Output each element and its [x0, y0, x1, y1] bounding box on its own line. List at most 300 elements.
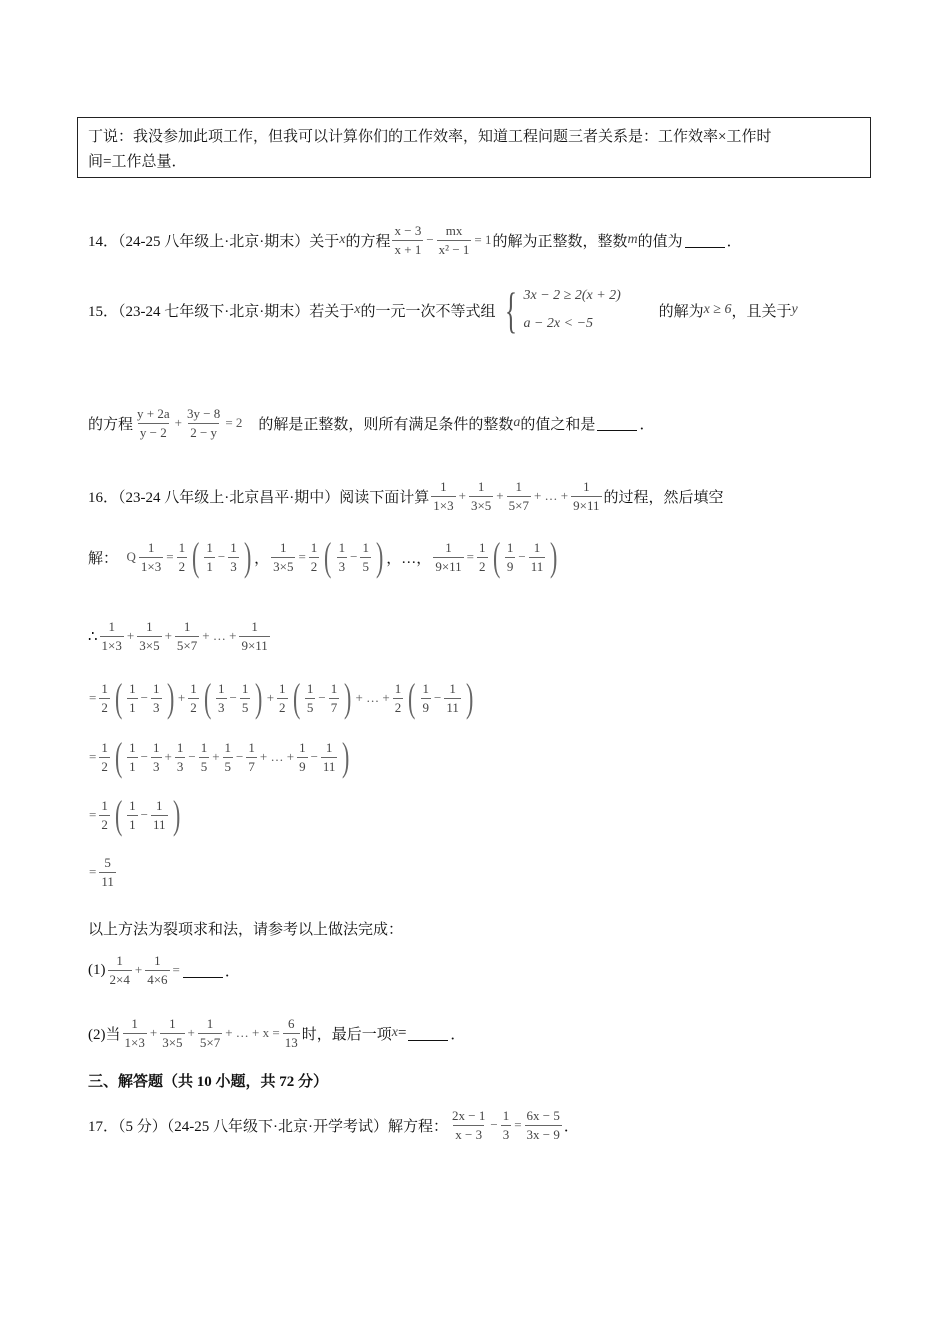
denominator: 3 — [230, 558, 237, 574]
fraction — [477, 540, 488, 575]
fraction — [297, 740, 308, 775]
fraction — [505, 540, 516, 575]
math-variable: m — [627, 232, 638, 247]
inequality-rows — [523, 288, 620, 332]
denominator: 7 — [248, 758, 255, 774]
math-operator: − — [229, 690, 237, 705]
part-1 — [88, 940, 240, 1000]
answer-blank — [408, 1026, 448, 1041]
fraction — [151, 798, 168, 833]
solution-line — [88, 527, 561, 587]
parenthesized-group — [112, 675, 177, 720]
denominator: 2 — [279, 699, 286, 715]
denominator: 3 — [502, 1126, 510, 1142]
fraction — [99, 740, 110, 775]
parenthesized-group — [112, 734, 353, 779]
numerator: 1 — [445, 539, 452, 555]
denominator: 3 — [338, 558, 346, 574]
fraction — [127, 798, 138, 833]
text: ， — [254, 550, 270, 567]
left-paren: ( — [114, 792, 123, 837]
numerator: 1 — [101, 797, 108, 813]
denominator: 7 — [330, 699, 338, 715]
fraction — [185, 406, 222, 441]
left-paren: ( — [114, 675, 123, 720]
group-content — [202, 540, 240, 575]
text: 的一元一次不等式组 — [360, 303, 496, 320]
math-operator: + — [266, 690, 275, 705]
math-operator: + … + — [202, 628, 237, 643]
math-operator: − — [188, 749, 196, 764]
right-paren: ) — [550, 534, 558, 579]
group-content — [125, 740, 339, 775]
math-variable: a — [513, 415, 521, 430]
fraction — [360, 540, 371, 575]
right-paren: ) — [465, 675, 474, 720]
math-operator: = — [89, 690, 97, 705]
group-content — [335, 540, 373, 575]
text: 17．（5 分）（24-25 八年级下·北京·开学考试）解方程： — [88, 1118, 448, 1135]
numerator: 1 — [449, 680, 456, 696]
numerator: 5 — [104, 854, 111, 870]
numerator: 1 — [440, 478, 447, 494]
numerator: 1 — [362, 539, 369, 555]
numerator: 1 — [206, 1015, 214, 1031]
text: 14．（24-25 八年级上·北京·期末）关于 — [88, 233, 340, 250]
denominator: 1×3 — [140, 558, 162, 574]
numerator: 1 — [154, 952, 161, 968]
numerator: 1 — [116, 952, 123, 968]
math-operator: + — [177, 690, 186, 705]
denominator: 1 — [206, 558, 213, 574]
parenthesized-group — [189, 534, 254, 579]
question-17 — [88, 1095, 579, 1155]
hint-text-line-2: 间=工作总量． — [88, 154, 187, 170]
denominator: 2 — [479, 558, 486, 574]
math-operator: − — [236, 749, 244, 764]
math-operator: − — [217, 549, 226, 564]
math-operator: = — [89, 807, 97, 822]
hint-box — [77, 117, 871, 178]
denominator: 2×4 — [109, 971, 130, 987]
numerator: 1 — [251, 618, 258, 634]
math-operator: = — [89, 864, 97, 879]
denominator: 2 — [190, 699, 197, 715]
right-paren: ) — [166, 675, 174, 720]
denominator: 13 — [284, 1034, 298, 1050]
numerator: 1 — [108, 618, 115, 634]
fraction — [175, 619, 199, 654]
numerator: 1 — [169, 1015, 176, 1031]
math-operator: + — [134, 962, 143, 977]
denominator: y − 2 — [139, 424, 167, 440]
denominator: 3 — [218, 699, 225, 715]
text: ，…， — [386, 550, 432, 567]
denominator: 5 — [224, 758, 232, 774]
text: ． — [450, 1026, 466, 1043]
fraction — [392, 223, 423, 258]
denominator: 5×7 — [508, 497, 529, 513]
denominator: 2 — [394, 699, 402, 715]
text: 的方程 — [345, 233, 391, 250]
math-operator: + — [149, 1025, 158, 1040]
math-operator: = 2 — [225, 415, 243, 430]
text: 的值为 — [637, 233, 683, 250]
fraction — [277, 681, 288, 716]
math-variable: x — [391, 1025, 398, 1040]
right-paren: ) — [375, 534, 384, 579]
fraction — [160, 1016, 184, 1051]
fraction — [271, 540, 295, 575]
fraction — [529, 540, 546, 575]
fraction — [175, 740, 186, 775]
numerator: 1 — [248, 739, 255, 755]
fraction — [99, 681, 110, 716]
parenthesized-group — [201, 675, 266, 720]
inequality: a − 2x < −5 — [523, 316, 594, 331]
math-operator: + … + x = — [225, 1025, 280, 1040]
fraction — [123, 1016, 147, 1051]
fraction — [198, 1016, 222, 1051]
left-paren: ( — [203, 675, 212, 720]
denominator: 1×3 — [433, 497, 454, 513]
denominator: 5 — [200, 758, 208, 774]
fraction — [437, 223, 472, 258]
denominator: 5×7 — [176, 637, 198, 653]
denominator: 1 — [129, 816, 136, 832]
math-operator: + … + — [533, 488, 569, 503]
numerator: 1 — [310, 539, 318, 555]
numerator: 3y − 8 — [186, 405, 221, 421]
text: 的过程，然后填空 — [603, 489, 724, 506]
numerator: 1 — [153, 680, 160, 696]
denominator: 2 — [101, 816, 108, 832]
numerator: 1 — [178, 539, 186, 555]
numerator: 1 — [338, 539, 346, 555]
denominator: 11 — [446, 699, 459, 715]
right-paren: ) — [344, 675, 352, 720]
numerator: 1 — [280, 539, 287, 555]
parenthesized-group — [290, 675, 355, 720]
numerator: 1 — [200, 739, 208, 755]
denominator: 1×3 — [101, 637, 122, 653]
text: ． — [563, 1118, 579, 1135]
text: ． — [224, 963, 240, 980]
fraction — [337, 540, 348, 575]
denominator: 5 — [241, 699, 249, 715]
math-operator: − — [434, 690, 442, 705]
group-content — [303, 681, 341, 716]
numerator: 1 — [394, 680, 402, 696]
math-operator: + — [164, 628, 172, 643]
numerator: 1 — [299, 739, 306, 755]
denominator: x + 1 — [394, 241, 422, 257]
numerator: 1 — [502, 1107, 510, 1123]
numerator: 1 — [129, 739, 136, 755]
math-operator: = — [166, 549, 174, 564]
fraction — [525, 1108, 562, 1143]
hint-text-line-1: 丁说：我没参加此项工作，但我可以计算你们的工作效率，知道工程问题三者关系是：工作效率×工作时 — [88, 129, 772, 145]
text: ． — [639, 416, 655, 433]
math-operator: + … + — [259, 749, 295, 764]
numerator: 1 — [131, 1015, 138, 1031]
denominator: 3 — [153, 758, 160, 774]
fraction — [151, 740, 162, 775]
fraction — [421, 681, 432, 716]
numerator: 1 — [176, 739, 184, 755]
denominator: 2 — [101, 699, 108, 715]
fraction — [139, 540, 163, 575]
fraction — [283, 1016, 300, 1051]
step-1 — [88, 606, 272, 666]
denominator: 5 — [362, 558, 369, 574]
math-operator: − — [490, 1117, 498, 1132]
numerator: 1 — [218, 680, 225, 696]
left-paren: ( — [408, 675, 416, 720]
denominator: 9 — [506, 558, 514, 574]
math-operator: − — [426, 232, 434, 247]
denominator: 3x − 9 — [526, 1126, 560, 1142]
fraction — [393, 681, 404, 716]
left-paren: ( — [324, 534, 332, 579]
math-variable: y — [791, 302, 798, 317]
denominator: 1 — [129, 699, 136, 715]
denominator: 5 — [306, 699, 314, 715]
numerator: 1 — [156, 797, 163, 813]
answer-blank — [685, 233, 725, 248]
numerator: 1 — [583, 478, 590, 494]
step-2 — [88, 668, 476, 728]
numerator: 1 — [533, 539, 541, 555]
parenthesized-group — [321, 534, 386, 579]
numerator: 1 — [190, 680, 197, 696]
fraction — [240, 681, 251, 716]
question-16 — [88, 466, 724, 526]
inequality-system — [499, 282, 621, 338]
text: = — [397, 1024, 407, 1041]
text: (2)当 — [88, 1026, 121, 1043]
fraction — [433, 540, 463, 575]
fraction — [309, 540, 320, 575]
right-paren: ) — [172, 792, 180, 837]
fraction — [321, 740, 338, 775]
denominator: 2 − y — [190, 424, 218, 440]
numerator: 1 — [101, 739, 108, 755]
denominator: 11 — [153, 816, 166, 832]
fraction — [199, 740, 210, 775]
numerator: 1 — [422, 680, 430, 696]
fraction — [431, 479, 455, 514]
fraction — [223, 740, 234, 775]
fraction — [246, 740, 257, 775]
text: 时，最后一项 — [301, 1026, 392, 1043]
math-operator: − — [318, 690, 326, 705]
numerator: 1 — [241, 680, 249, 696]
fraction — [127, 740, 138, 775]
fraction — [99, 855, 116, 890]
denominator: 9 — [299, 758, 306, 774]
math-operator: = — [298, 549, 306, 564]
text: 解： — [88, 550, 126, 567]
fraction — [135, 406, 172, 441]
fraction — [108, 953, 132, 988]
numerator: 1 — [279, 680, 286, 696]
math-operator: − — [140, 807, 149, 822]
numerator: 1 — [515, 478, 523, 494]
text: 的解为 — [624, 303, 704, 320]
denominator: 3×5 — [139, 637, 160, 653]
math-operator: + — [212, 749, 220, 764]
step-5 — [88, 842, 118, 902]
denominator: 3 — [153, 699, 160, 715]
numerator: 1 — [129, 797, 136, 813]
text: ∴ — [88, 628, 98, 645]
fraction — [151, 681, 162, 716]
numerator: 1 — [479, 539, 486, 555]
denominator: 5×7 — [199, 1034, 221, 1050]
fraction — [239, 619, 269, 654]
left-paren: ( — [114, 734, 123, 779]
denominator: 9×11 — [241, 637, 268, 653]
left-paren: ( — [192, 534, 200, 579]
denominator: 1×3 — [124, 1034, 145, 1050]
fraction — [177, 540, 188, 575]
right-paren: ) — [255, 675, 263, 720]
answer-blank — [597, 416, 637, 431]
math-operator: − — [350, 549, 358, 564]
step-3 — [88, 727, 353, 787]
fraction — [204, 540, 215, 575]
left-paren: ( — [292, 675, 300, 720]
math-variable: x — [339, 232, 346, 247]
denominator: 11 — [101, 873, 114, 889]
math-operator: = — [172, 962, 180, 977]
numerator: 1 — [129, 680, 136, 696]
fraction — [137, 619, 161, 654]
denominator: 9 — [422, 699, 430, 715]
numerator: 6x − 5 — [526, 1107, 560, 1123]
step-4 — [88, 785, 183, 845]
numerator: 1 — [101, 680, 108, 696]
denominator: 4×6 — [147, 971, 168, 987]
question-15 — [88, 280, 798, 340]
group-content — [214, 681, 252, 716]
text: 的解是正整数，则所有满足条件的整数 — [243, 416, 514, 433]
numerator: 1 — [206, 539, 213, 555]
denominator: 1 — [129, 758, 136, 774]
fraction — [450, 1108, 487, 1143]
denominator: 3×5 — [273, 558, 294, 574]
answer-blank — [183, 963, 223, 978]
parenthesized-group — [405, 675, 476, 720]
math-operator: = — [466, 549, 475, 564]
math-operator: + — [496, 488, 504, 503]
fraction — [571, 479, 601, 514]
group-content — [125, 681, 163, 716]
text: ． — [726, 233, 742, 250]
fraction — [501, 1108, 512, 1143]
text: ，且关于 — [731, 303, 792, 320]
right-paren: ) — [342, 734, 350, 779]
denominator: 9×11 — [573, 497, 600, 513]
numerator: 1 — [146, 618, 153, 634]
denominator: 2 — [101, 758, 108, 774]
fraction — [188, 681, 199, 716]
numerator: 1 — [230, 539, 237, 555]
math-operator: = 1 — [474, 232, 492, 247]
numerator: 1 — [224, 739, 232, 755]
denominator: 3×5 — [162, 1034, 183, 1050]
fraction — [329, 681, 340, 716]
denominator: x − 3 — [455, 1126, 483, 1142]
math-operator: + — [126, 628, 135, 643]
denominator: 11 — [322, 758, 336, 774]
math-operator: = — [514, 1117, 522, 1132]
fraction — [228, 540, 239, 575]
fraction — [305, 681, 316, 716]
fraction — [127, 681, 138, 716]
text: (1) — [88, 961, 106, 978]
fraction — [469, 479, 493, 514]
group-content — [503, 540, 547, 575]
fraction — [507, 479, 531, 514]
math-operator: + … + — [355, 690, 390, 705]
math-operator: − — [140, 749, 149, 764]
text: 的解为正整数，整数 — [492, 233, 628, 250]
numerator: x − 3 — [394, 222, 422, 238]
numerator: 1 — [306, 680, 314, 696]
inequality: 3x − 2 ≥ 2(x + 2) — [523, 288, 621, 303]
denominator: 3×5 — [470, 497, 492, 513]
numerator: 1 — [183, 618, 191, 634]
fraction — [444, 681, 461, 716]
numerator: 1 — [330, 680, 338, 696]
fraction — [100, 619, 124, 654]
text: 15．（23-24 七年级下·北京·期末）若关于 — [88, 303, 355, 320]
math-operator: + — [174, 415, 182, 430]
text: 的值之和是 — [520, 416, 596, 433]
question-15-continued — [88, 393, 654, 453]
numerator: 1 — [325, 739, 333, 755]
math-operator: + — [187, 1025, 195, 1040]
fraction — [216, 681, 227, 716]
denominator: 11 — [530, 558, 544, 574]
left-paren: ( — [492, 534, 500, 579]
group-content — [419, 681, 463, 716]
numerator: 1 — [506, 539, 514, 555]
numerator: y + 2a — [137, 405, 170, 421]
math-operator: + — [164, 749, 172, 764]
right-paren: ) — [243, 534, 252, 579]
brace: { — [505, 282, 518, 338]
math-operator: = — [89, 749, 97, 764]
numerator: 1 — [477, 478, 485, 494]
math-operator: − — [140, 690, 149, 705]
text: 以上方法为裂项求和法，请参考以上做法完成： — [88, 921, 404, 938]
numerator: 1 — [153, 739, 160, 755]
text: 的方程 — [88, 416, 134, 433]
denominator: 2 — [310, 558, 318, 574]
math-operator: + — [458, 488, 466, 503]
math-operator: − — [310, 749, 318, 764]
fraction — [145, 953, 169, 988]
question-14 — [88, 210, 742, 270]
math-operator: − — [518, 549, 526, 564]
math-variable: x — [354, 302, 361, 317]
denominator: x² − 1 — [438, 241, 470, 257]
denominator: 3 — [176, 758, 184, 774]
text: 16．（23-24 八年级上·北京昌平·期中）阅读下面计算 — [88, 489, 430, 506]
